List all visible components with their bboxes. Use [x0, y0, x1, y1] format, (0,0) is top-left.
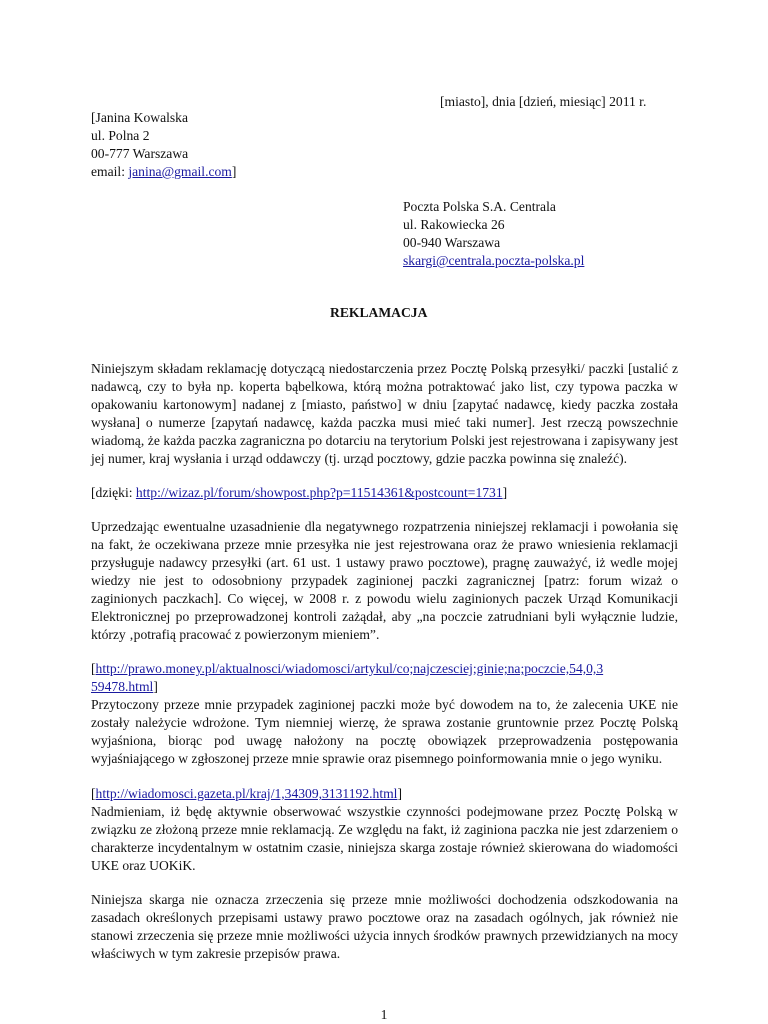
paragraph-3: Przytoczony przeze mnie przypadek zaginionej paczki może być dowodem na to, że zalecenia UKE nie zostały należycie wdrożone. Tym niemniej wierzę, że sprawa zostanie gruntownie przez Pocztę Polską wyjaśniona, biorąc pod uwagę nałożony na pocztę obowiązek przeprowadzenia postępowania wyjaśniającego w zgłoszonej przeze mnie sprawie oraz pisemnego poinformowania mnie o jego wyniku. — [91, 697, 678, 766]
source-bracket-open: [ — [91, 661, 96, 676]
recipient-email-link[interactable]: skargi@centrala.poczta-polska.pl — [403, 253, 585, 268]
source-bracket: ] — [502, 485, 508, 500]
sender-email-bracket: ] — [231, 164, 237, 179]
recipient-email-line — [403, 252, 584, 270]
sender-street: ul. Polna 2 — [91, 128, 150, 143]
sender-city: 00-777 Warszawa — [91, 146, 189, 161]
recipient-city: 00-940 Warszawa — [403, 235, 501, 250]
gazeta-link[interactable]: http://wiadomosci.gazeta.pl/kraj/1,34309,3131192.html — [95, 786, 398, 801]
recipient-street: ul. Rakowiecka 26 — [403, 217, 505, 232]
sender-email-line — [91, 163, 236, 181]
page-number: 1 — [380, 1007, 388, 1022]
wizaz-forum-link[interactable]: http://wizaz.pl/forum/showpost.php?p=11514361&postcount=1731 — [135, 485, 503, 500]
sender-name: [Janina Kowalska — [91, 110, 189, 125]
paragraph-2: Uprzedzając ewentualne uzasadnienie dla negatywnego rozpatrzenia niniejszej reklamacji i powołania się na fakt, że oczekiwana przeze mnie przesyłka nie jest rejestrowana oraz że prawo wniesienia reklamacji przysługuje nadawcy przesyłki (art. 61 ust. 1 ustawy prawo pocztowe), pragnę zauważyć, iż wedle mojej wiedzy nie jest to odosobniony przypadek zaginionej paczki zagranicznej [patrz: forum wizaż o zaginionych paczkach]. Co więcej, w 2008 r. z powodu wielu zaginionych paczek Urząd Komunikacji Elektronicznej po przeprowadzonej kontroli zażądał, aby „na poczcie zatrudniani byli wyłącznie ludzie, którzy ‚potrafią pracować z powierzonym mieniem”. — [91, 519, 678, 642]
money-pl-link[interactable]: http://prawo.money.pl/aktualnosci/wiadomosci/artykul/co;najczesciej;ginie;na;poczcie,54,0,3 — [95, 661, 604, 676]
paragraph-2-source-line-1 — [91, 660, 603, 678]
paragraph-4: Nadmieniam, iż będę aktywnie obserwować wszystkie czynności podejmowane przez Pocztę Polską w związku ze złożoną przeze mnie reklamacją. Ze względu na fakt, iż zaginiona paczka nie jest zdarzeniem o charakterze incydentalnym w ostatnim czasie, niniejsza skarga zostaje również skierowana do wiadomości UKE oraz UOKiK. — [91, 804, 678, 873]
paragraph-5: Niniejsza skarga nie oznacza zrzeczenia się przeze mnie możliwości dochodzenia odszkodowania na zasadach określonych przepisami ustawy prawo pocztowe oraz na zasadach ogólnych, jak również nie stanowi zrzeczenia się przeze mnie możliwości użycia innych środków prawnych przewidzianych na mocy właściwych w tym zakresie przepisów prawa. — [91, 892, 678, 961]
paragraph-3-source — [91, 785, 402, 803]
money-pl-link-continued[interactable]: 59478.html — [91, 679, 154, 694]
date-line: [miasto], dnia [dzień, miesiąc] 2011 r. — [440, 94, 647, 109]
sender-email-link[interactable]: janina@gmail.com — [128, 164, 232, 179]
sender-email-label: email: — [91, 164, 129, 179]
source-label: [dzięki: — [91, 485, 136, 500]
paragraph-2-source-line-2 — [91, 678, 158, 696]
document-title: REKLAMACJA — [330, 305, 428, 320]
paragraph-1: Niniejszym składam reklamację dotyczącą niedostarczenia przez Pocztę Polską przesyłki/ paczki [ustalić z nadawcą, czy to była np. koperta bąbelkowa, którą można potraktować jako list, czy typowa paczka w opakowaniu kartonowym] nadanej z [miasto, państwo] w dniu [zapytać nadawcę, kiedy paczka została wysłana] o numerze [zapytań nadawcę, każda paczka musi mieć taki numer]. Jest rzeczą powszechnie wiadomą, że każda paczka zagraniczna po dotarciu na terytorium Polski jest rejestrowana i zapisywany jest jej numer, kraj wysłania i urząd oddawczy (tj. urząd pocztowy, gdzie paczka powinna się znaleźć). — [91, 361, 678, 466]
source-bracket-close: ] — [397, 786, 402, 801]
paragraph-1-source — [91, 484, 507, 502]
source-bracket-close: ] — [153, 679, 158, 694]
source-bracket-open: [ — [91, 786, 96, 801]
recipient-name: Poczta Polska S.A. Centrala — [403, 199, 556, 214]
